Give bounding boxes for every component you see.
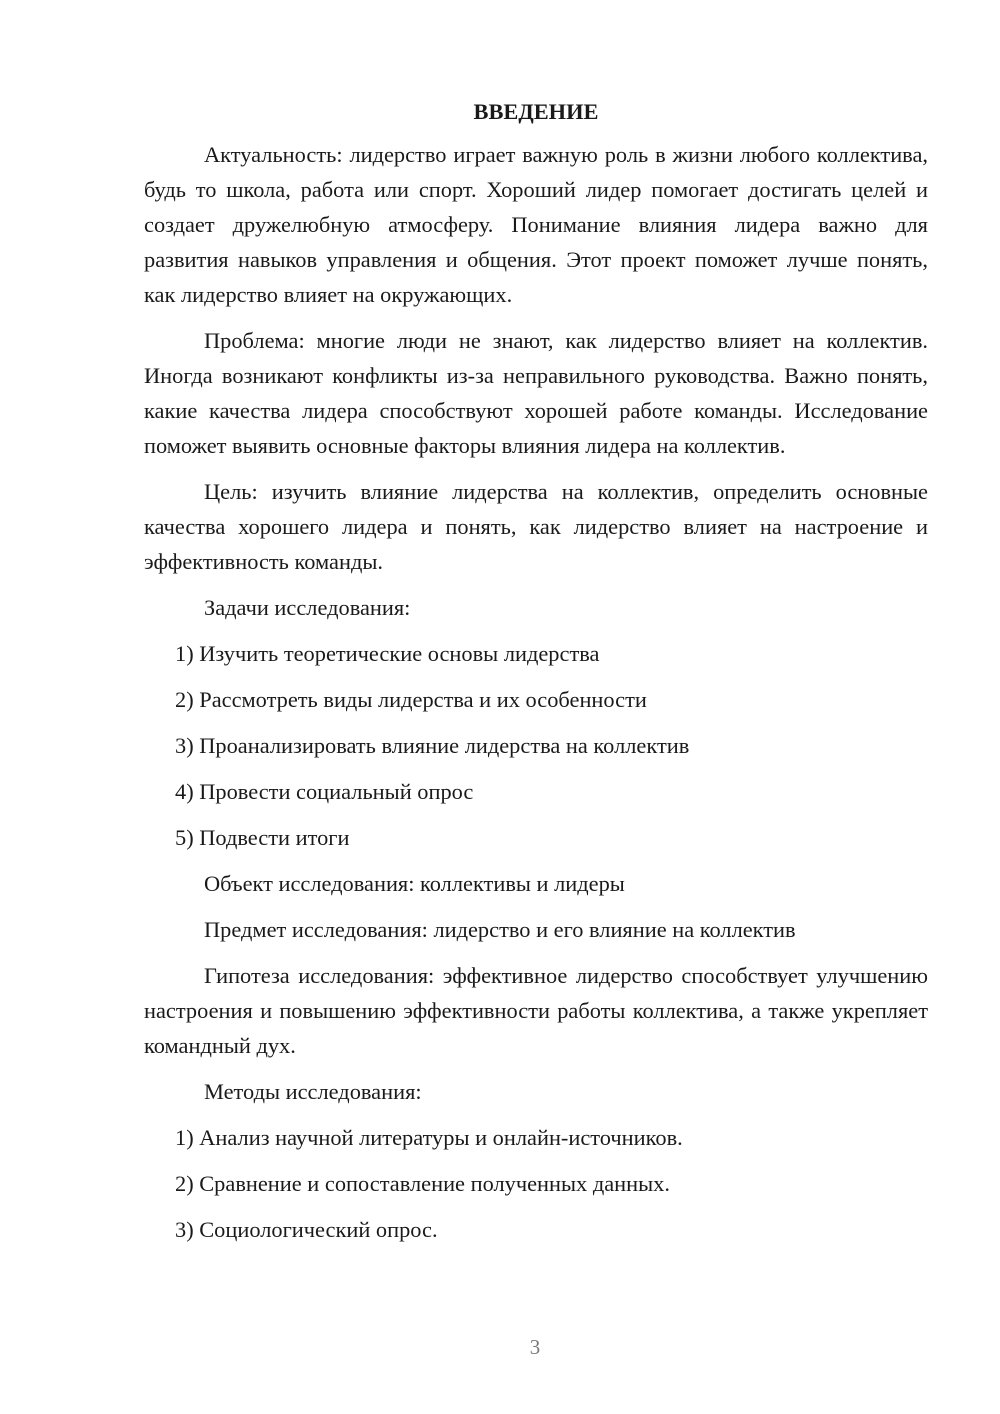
task-item: 5) Подвести итоги — [175, 825, 350, 850]
object-line: Объект исследования: коллективы и лидеры — [204, 871, 625, 896]
page-number: 3 — [529, 1335, 541, 1359]
hypothesis-paragraph: Гипотеза исследования: эффективное лидерство способствует улучшению настроения и повышению эффективности работы коллектива, а также укрепляет командный дух. — [144, 963, 928, 1058]
page-content — [144, 94, 928, 1247]
method-item: 2) Сравнение и сопоставление полученных данных. — [175, 1171, 670, 1196]
subject-line: Предмет исследования: лидерство и его влияние на коллектив — [204, 917, 796, 942]
methods-heading: Методы исследования: — [204, 1079, 422, 1104]
tasks-heading: Задачи исследования: — [204, 595, 411, 620]
relevance-paragraph: Актуальность: лидерство играет важную роль в жизни любого коллектива, будь то школа, работа или спорт. Хороший лидер помогает достигать целей и создает дружелюбную атмосферу. Понимание влияния лидера важно для развития навыков управления и общения. Этот проект поможет лучше понять, как лидерство влияет на окружающих. — [144, 142, 928, 307]
method-item: 3) Социологический опрос. — [175, 1217, 438, 1242]
problem-paragraph: Проблема: многие люди не знают, как лидерство влияет на коллектив. Иногда возникают конфликты из-за неправильного руководства. Важно понять, какие качества лидера способствуют хорошей работе команды. Исследование поможет выявить основные факторы влияния лидера на коллектив. — [144, 328, 928, 458]
task-item: 4) Провести социальный опрос — [175, 779, 474, 804]
section-title: ВВЕДЕНИЕ — [473, 99, 599, 124]
task-item: 1) Изучить теоретические основы лидерства — [175, 641, 600, 666]
task-item: 2) Рассмотреть виды лидерства и их особенности — [175, 687, 647, 712]
goal-paragraph: Цель: изучить влияние лидерства на коллектив, определить основные качества хорошего лидера и понять, как лидерство влияет на настроение и эффективность команды. — [144, 479, 928, 574]
method-item: 1) Анализ научной литературы и онлайн-источников. — [175, 1125, 683, 1150]
task-item: 3) Проанализировать влияние лидерства на коллектив — [175, 733, 690, 758]
